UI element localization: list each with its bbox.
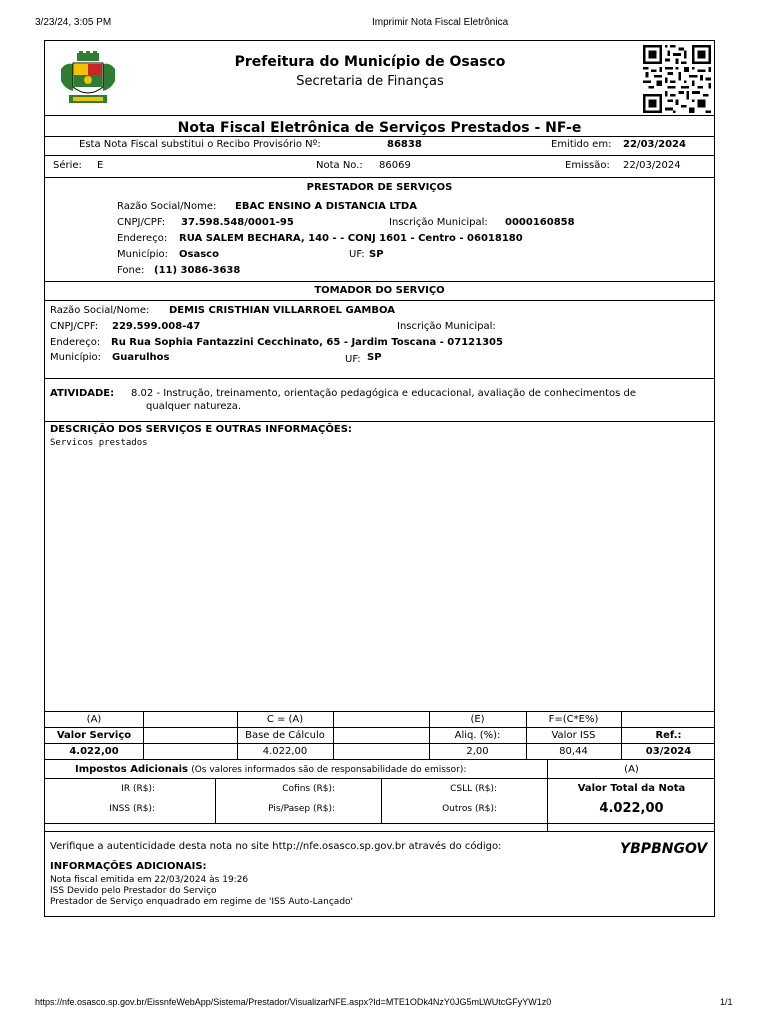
print-page-count: 1/1 xyxy=(720,997,733,1007)
verify-text: Verifique a autenticidade desta nota no site http://nfe.osasco.sp.gov.br através do código: xyxy=(50,841,502,852)
tomador-cnpj-value: 229.599.008-47 xyxy=(112,321,201,332)
prestador-fone-label: Fone: xyxy=(117,265,145,276)
pis-label: Pis/Pasep (R$): xyxy=(268,804,335,814)
prestador-uf-value: SP xyxy=(369,249,384,260)
prestador-im-value: 0000160858 xyxy=(505,217,575,228)
impostos-title: Impostos Adicionais xyxy=(75,764,189,775)
info-title: INFORMAÇÕES ADICIONAIS: xyxy=(50,861,207,872)
tomador-im-label: Inscrição Municipal: xyxy=(397,321,496,332)
info-line3: Prestador de Serviço enquadrado em regime de 'ISS Auto-Lançado' xyxy=(50,897,354,907)
col-e-header: (E) xyxy=(470,714,485,725)
serie-label: Série: xyxy=(53,160,82,171)
prestador-im-label: Inscrição Municipal: xyxy=(389,217,488,228)
department-title: Secretaria de Finanças xyxy=(296,74,444,89)
document-title: Nota Fiscal Eletrônica de Serviços Prestados - NF-e xyxy=(177,120,582,136)
atividade-label: ATIVIDADE: xyxy=(50,388,115,399)
tomador-municipio-label: Município: xyxy=(50,352,101,363)
print-date: 3/23/24, 3:05 PM xyxy=(35,17,112,28)
prestador-cnpj-label: CNPJ/CPF: xyxy=(117,217,166,228)
tomador-uf-value: SP xyxy=(367,352,382,363)
aliquota-value: 2,00 xyxy=(466,746,489,757)
info-line2: ISS Devido pelo Prestador do Serviço xyxy=(50,886,217,896)
ir-label: IR (R$): xyxy=(121,784,155,794)
base-calculo-label: Base de Cálculo xyxy=(245,730,325,741)
total-label: Valor Total da Nota xyxy=(577,783,686,794)
atividade-line2: qualquer natureza. xyxy=(146,401,242,412)
cofins-label: Cofins (R$): xyxy=(282,784,335,794)
prestador-razao-value: EBAC ENSINO A DISTANCIA LTDA xyxy=(235,201,417,212)
info-line1: Nota fiscal emitida em 22/03/2024 às 19:26 xyxy=(50,875,249,885)
nota-label: Nota No.: xyxy=(316,160,363,171)
tomador-endereco-value: Ru Rua Sophia Fantazzini Cecchinato, 65 - Jardim Toscana - 07121305 xyxy=(111,337,503,348)
atividade-line1: 8.02 - Instrução, treinamento, orientação pedagógica e educacional, avaliação de conhecimentos de xyxy=(131,388,637,399)
prestador-municipio-value: Osasco xyxy=(179,249,219,260)
aliquota-label: Aliq. (%): xyxy=(454,730,501,741)
tomador-municipio-value: Guarulhos xyxy=(112,352,170,363)
base-calculo-value: 4.022,00 xyxy=(262,746,308,757)
tomador-razao-label: Razão Social/Nome: xyxy=(50,305,150,316)
valor-iss-value: 80,44 xyxy=(559,746,588,757)
valor-iss-label: Valor ISS xyxy=(551,730,596,741)
rps-label: Esta Nota Fiscal substitui o Recibo Provisório Nº: xyxy=(79,139,321,150)
prestador-endereco-label: Endereço: xyxy=(117,233,168,244)
serie-value: E xyxy=(97,160,104,171)
coat-of-arms-logo xyxy=(57,51,119,109)
impostos-note: (Os valores informados são de responsabilidade do emissor): xyxy=(191,765,467,775)
outros-label: Outros (R$): xyxy=(442,804,497,814)
prestador-fone-value: (11) 3086-3638 xyxy=(154,265,241,276)
verification-code: YBPBNGOV xyxy=(620,841,708,857)
col-c-header: C = (A) xyxy=(266,714,304,725)
inss-label: INSS (R$): xyxy=(109,804,155,814)
prestador-uf-label: UF: xyxy=(349,249,365,260)
prestador-razao-label: Razão Social/Nome: xyxy=(117,201,217,212)
tomador-uf-label: UF: xyxy=(345,354,361,365)
emitted-date: 22/03/2024 xyxy=(623,139,686,150)
ref-label: Ref.: xyxy=(655,730,682,741)
tomador-title: TOMADOR DO SERVIÇO xyxy=(314,285,445,296)
csll-label: CSLL (R$): xyxy=(450,784,497,794)
emissao-value: 22/03/2024 xyxy=(623,160,681,171)
total-value: 4.022,00 xyxy=(599,801,664,816)
emissao-label: Emissão: xyxy=(565,160,610,171)
valor-servico-label: Valor Serviço xyxy=(56,730,132,741)
tomador-endereco-label: Endereço: xyxy=(50,337,101,348)
prestador-endereco-value: RUA SALEM BECHARA, 140 - - CONJ 1601 - Centro - 06018180 xyxy=(179,233,523,244)
impostos-col-a: (A) xyxy=(624,764,639,775)
invoice-document xyxy=(44,40,715,917)
print-url: https://nfe.osasco.sp.gov.br/EissnfeWebApp/Sistema/Prestador/VisualizarNFE.aspx?Id=MTE1ODk4NzY0JG5mLWUtcGFyYW1z0 xyxy=(35,997,552,1007)
rps-number: 86838 xyxy=(387,139,422,150)
prestador-cnpj-value: 37.598.548/0001-95 xyxy=(181,217,294,228)
impostos-title-row xyxy=(75,764,466,775)
qr-code xyxy=(642,45,712,113)
col-a-header: (A) xyxy=(86,714,102,725)
nota-value: 86069 xyxy=(379,160,411,171)
valor-servico-value: 4.022,00 xyxy=(69,746,119,757)
col-f-header: F=(C*E%) xyxy=(548,714,599,725)
tomador-cnpj-label: CNPJ/CPF: xyxy=(50,321,99,332)
print-page-title: Imprimir Nota Fiscal Eletrônica xyxy=(372,17,509,28)
prestador-title: PRESTADOR DE SERVIÇOS xyxy=(306,182,453,193)
ref-value: 03/2024 xyxy=(645,746,692,757)
emitted-label: Emitido em: xyxy=(551,139,612,150)
municipality-title: Prefeitura do Município de Osasco xyxy=(234,54,506,70)
tomador-razao-value: DEMIS CRISTHIAN VILLARROEL GAMBOA xyxy=(169,305,395,316)
descricao-text: Servicos prestados xyxy=(50,438,148,448)
descricao-title: DESCRIÇÃO DOS SERVIÇOS E OUTRAS INFORMAÇÕES: xyxy=(50,424,352,435)
prestador-municipio-label: Município: xyxy=(117,249,168,260)
